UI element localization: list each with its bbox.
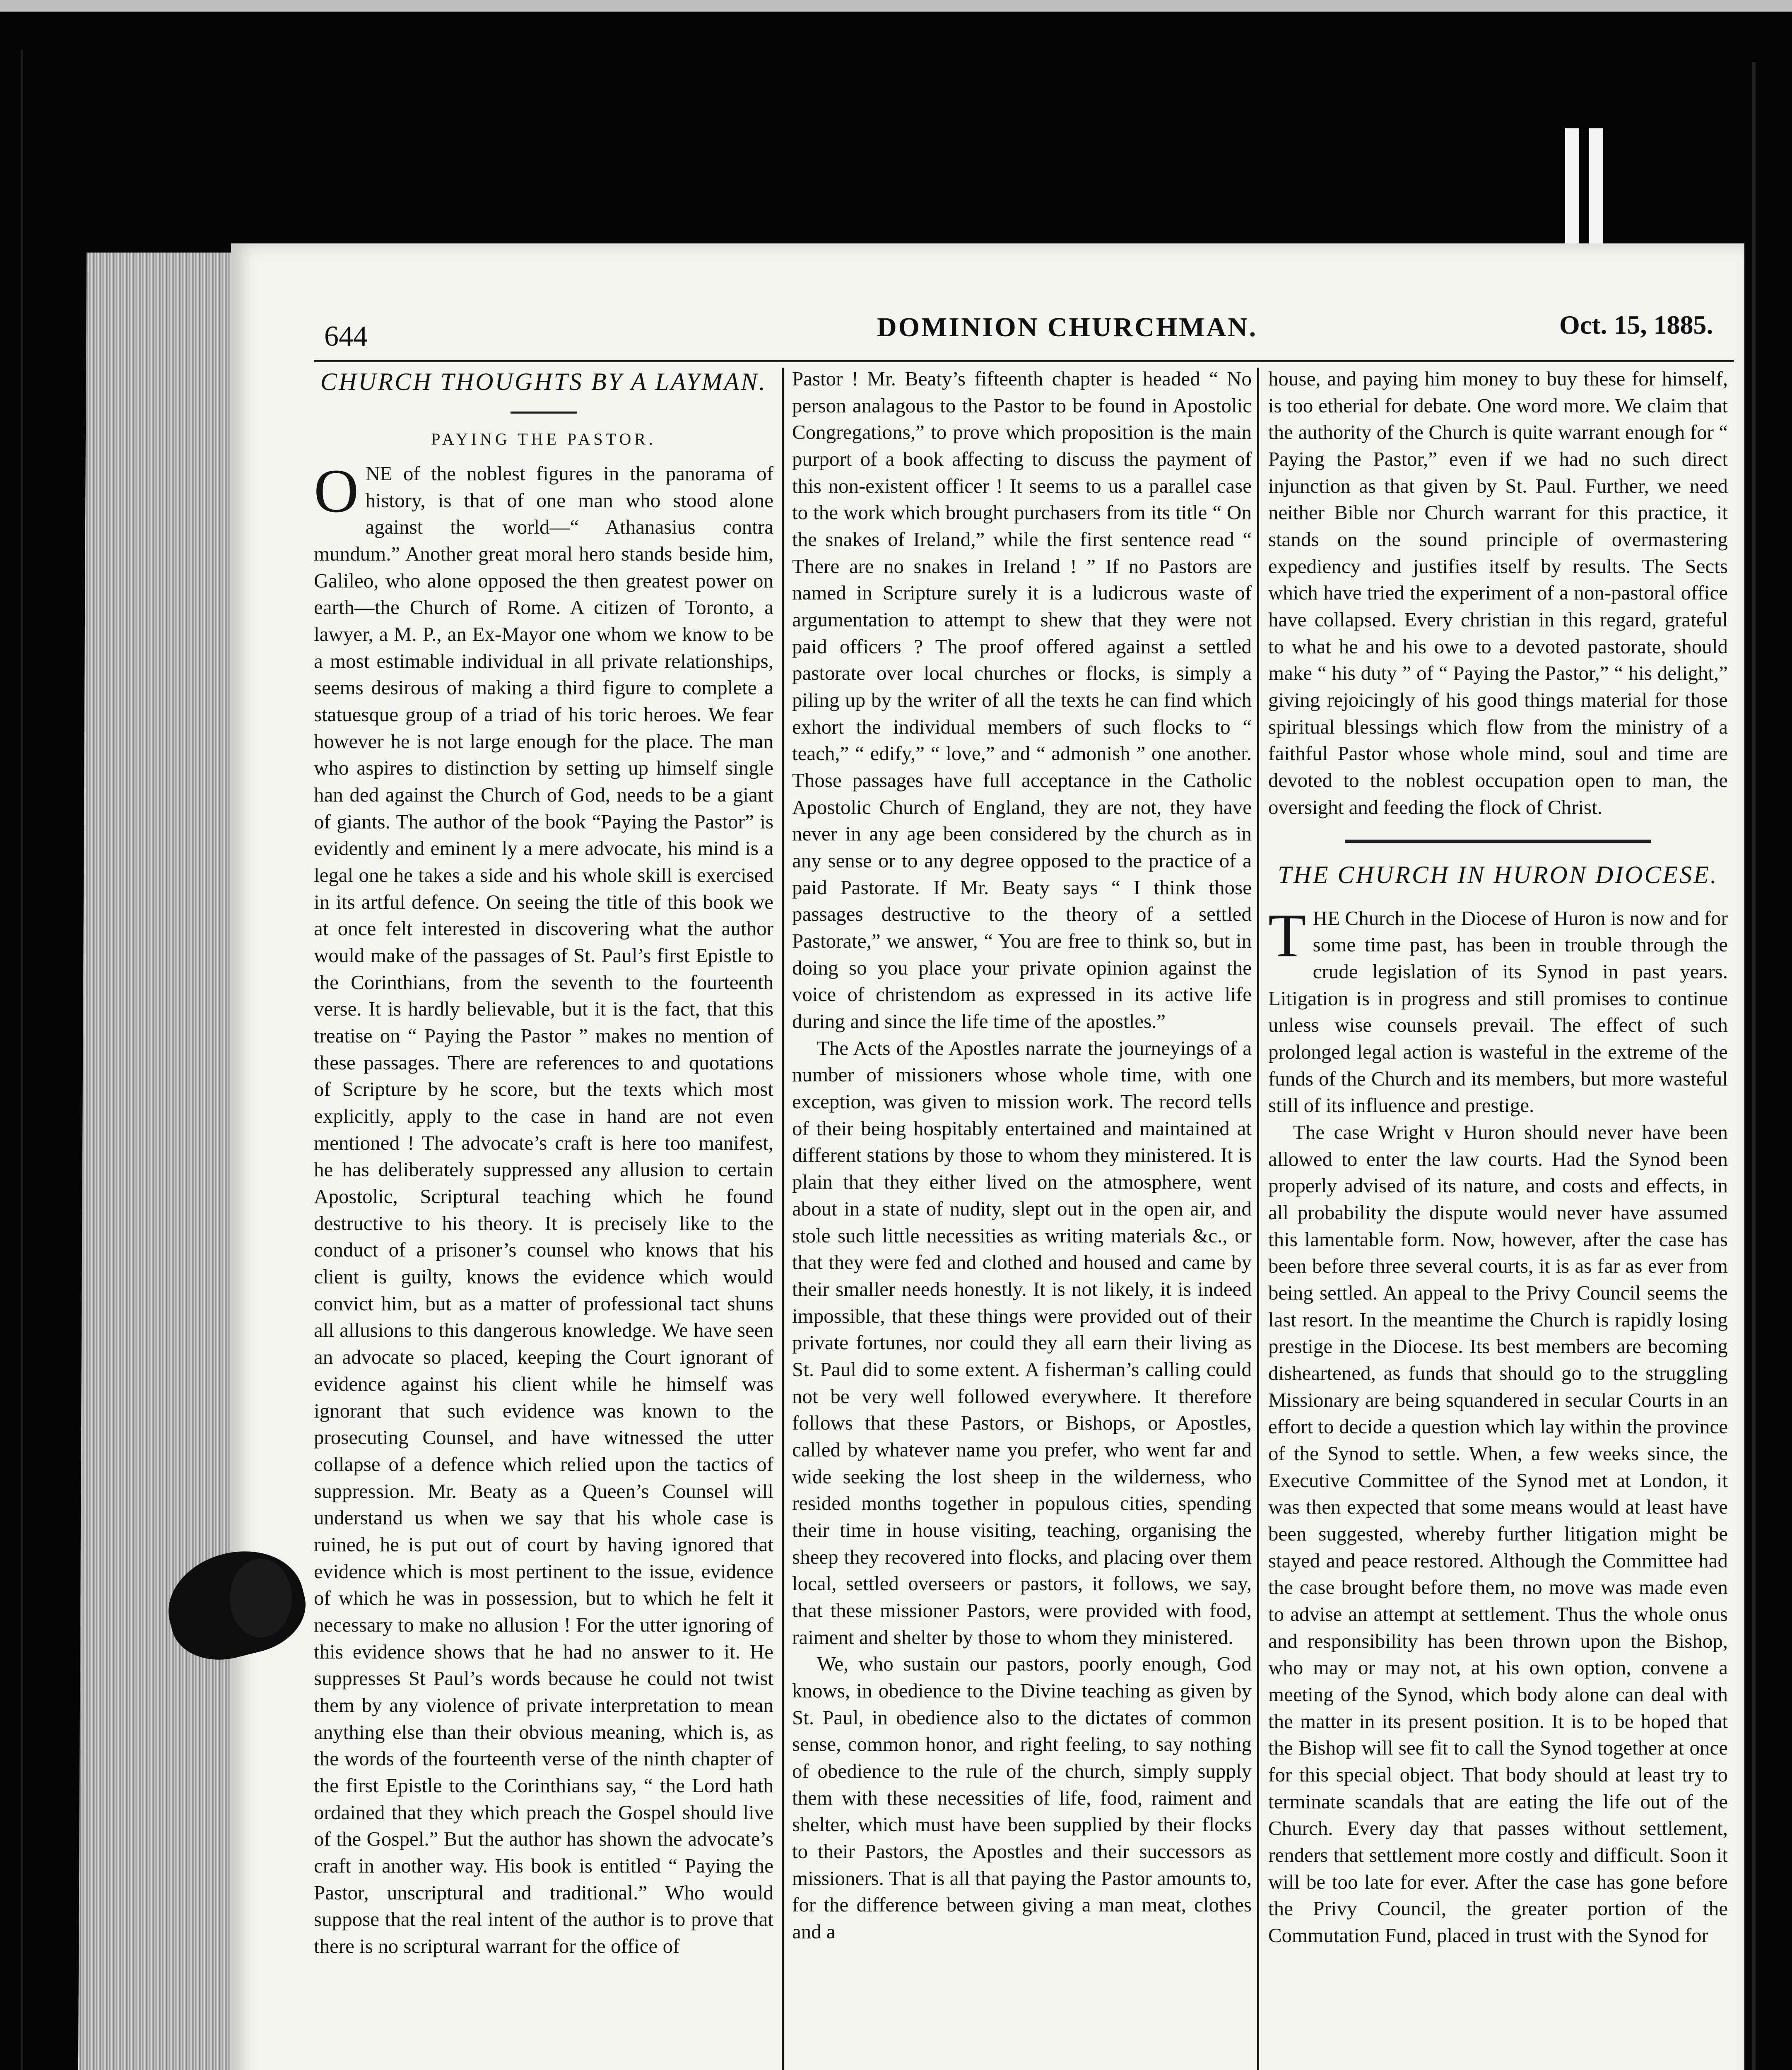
film-clip-left (1565, 128, 1579, 248)
header-rule (314, 360, 1734, 362)
article-title: THE CHURCH IN HURON DIOCESE. (1278, 861, 1718, 889)
film-edge-left (21, 50, 23, 2070)
film-top-strip (0, 0, 1792, 12)
article-paragraph: Pastor ! Mr. Beaty’s fifteenth chapter is headed “ No person analagous to the Pastor to be found in Apostolic Congregations,” to prove which proposition is the main purport of a book affecting to discuss the payment of this non-existent officer ! It seems to us a parallel case to the work which brought purchasers from its title “ On the snakes of Ireland,” while the first sentence read “ There are no snakes in Ireland ! ” If no Pastors are named in Scripture surely it is a ludicrous waste of argumentation to attempt to shew that they were not paid officers ? The proof offered against a settled pastorate over local churches or flocks, is simply a piling up by the writer of all the texts he can find which exhort the individual members of such flocks to “ teach,” “ edify,” “ love,” and “ admonish ” one another. Those passages have full acceptance in the Catholic Apostolic Church of England, they are not, they have never in any age been considered by the church as in any sense or to any degree opposed to the practice of a paid Pastorate. If Mr. Beaty says “ I think those passages destructive to the theory of a settled Pastorate,” we answer, “ You are free to think so, but in doing so you place your private opinion against the voice of christendom as expressed in its active life during and since the life time of the apostles.” (792, 367, 1252, 1033)
article-subhead: PAYING THE PASTOR. (431, 430, 656, 449)
newspaper-page (231, 243, 1744, 2070)
title-rule (511, 412, 577, 414)
article-title: CHURCH THOUGHTS BY A LAYMAN. (320, 368, 767, 395)
article-paragraph (314, 456, 773, 1960)
paragraph-text: HE Church in the Diocese of Huron is now and for some time past, has been in trouble through the crude legislation of its Synod in past years. Litigation is in progress and still promises to continue unless wise counsels prevail. The effect of such prolonged legal action is wasteful in the extreme of the funds of the Church and its members, but more wasteful still of its influence and prestige. (1268, 906, 1728, 1117)
issue-date: Oct. 15, 1885. (1559, 310, 1713, 339)
film-clip-right (1589, 128, 1603, 248)
column-3 (1268, 366, 1728, 1949)
column-2 (792, 366, 1252, 1945)
page-number: 644 (324, 320, 368, 352)
book-page-edges (77, 253, 242, 2070)
paragraph-text: NE of the noblest figures in the panorama of history, is that of one man who stood alone against the world—“ Athanasius contra mundum.” Another great moral hero stands beside him, Galileo, who alone opposed the then greatest power on earth—the Church of Rome. A citizen of Toronto, a lawyer, a M. P., an Ex-Mayor one whom we know to be a most estimable individual in all private relationships, seems desirous of making a third figure to complete a statuesque group of a triad of his toric heroes. We fear however he is not large enough for the place. The man who aspires to distinction by setting up himself single han ded against the Church of God, needs to be a giant of giants. The author of the book “Paying the Pastor” is evidently and eminent ly a mere advocate, his mind is a legal one he takes a side and his whole skill is exercised in its artful defence. On seeing the title of this book we at once felt interested in discovering what the author would make of the passages of St. Paul’s first Epistle to the Corinthians, from the seventh to the fourteenth verse. It is hardly believable, but it is the fact, that this treatise on “ Paying the Pastor ” makes no mention of these passages. There are references to and quotations of Scripture by he score, but the texts which most explicitly, apply to the case in hand are not even mentioned ! The advocate’s craft is here too manifest, he has deliberately suppressed any allusion to certain Apostolic, Scriptural teaching which he found destructive to his theory. It is precisely like to the conduct of a prisoner’s counsel who knows that his client is guilty, knows the evidence which would convict him, but as a matter of professional tact shuns all allusions to this dangerous knowledge. We have seen an advocate so placed, keeping the Court ignorant of evidence against his client while he himself was ignorant that such evidence was known to the prosecuting Counsel, and have witnessed the utter collapse of a defence which relied upon the tactics of suppression. Mr. Beaty as a Queen’s Counsel will understand us when we say that his whole case is ruined, he is put out of court by having ignored that evidence which is most pertinent to the issue, evidence of which he was in possession, but to which he felt it necessary to make no allusion ! For the utter ignoring of this evidence shows that he had no answer to it. He suppresses St Paul’s words because he could not twist them by any violence of private interpretation to mean anything else than their obvious meaning, which is, as the words of the fourteenth verse of the ninth chapter of the first Epistle to the Corinthians say, “ the Lord hath ordained that they which preach the Gospel should live of the Gospel.” But the author has shown the advocate’s craft in another way. His book is entitled “ Paying the Pastor, unscriptural and traditional.” Who would suppose that the real intent of the author is to prove that there is no scriptural warrant for the office of (314, 462, 773, 1957)
film-edge-right (1752, 62, 1756, 2070)
column-1 (314, 366, 773, 1960)
article-paragraph: house, and paying him money to buy these for himself, is too etherial for debate. One word more. We claim that the authority of the Church is quite warrant enough for “ Paying the Pastor,” even if we had no such direct injunction as that given by St. Paul. Further, we need neither Bible nor Church warrant for this practice, it stands on the sound principle of overmastering expediency and justifies itself by results. The Sects which have tried the experiment of a non-pastoral office have collapsed. Every christian in this regard, grateful to what he and his owe to a devoted pastorate, should make “ his duty ” of “ Paying the Pastor,” “ his delight,” giving rejoicingly of his good things material for those spiritual blessings which flow from the ministry of a faithful Pastor whose whole mind, soul and time are devoted to the noblest occupation open to man, the oversight and feeding the flock of Christ. (1268, 367, 1728, 818)
column-rule-1 (782, 368, 784, 2070)
section-divider (1345, 840, 1651, 843)
running-head: DOMINION CHURCHMAN. (877, 312, 1258, 342)
article-paragraph: The case Wright v Huron should never have been allowed to enter the law courts. Had the Synod been properly advised of its nature, and costs and effects, in all probability the dispute would never have assumed this lamentable form. Now, however, after the case has been before three several courts, it is as far as ever from being settled. An appeal to the Privy Council seems the last resort. In the meantime the Church is rapidly losing prestige in the Diocese. Its best members are becoming disheartened, as funds that should go to the struggling Missionary are being squandered in secular Courts in an effort to decide a question which lay within the province of the Synod to settle. When, a few weeks since, the Executive Committee of the Synod met at London, it was then expected that some means would at least have been suggested, whereby further litigation might be stayed and peace restored. Although the Committee had the case brought before them, no move was made even to advise an attempt at settlement. Thus the whole onus and responsibility has been thrown upon the Bishop, who may or may not, at his own option, convene a meeting of the Synod, which body alone can deal with the matter in its present position. It is to be hoped that the Bishop will see fit to call the Synod together at once for this special object. That body should at least try to terminate scandals that are eating the life out of the Church. Every day that passes without settlement, renders that settlement more costly and difficult. Soon it will be too late for ever. After the case has gone before the Privy Council, the greater portion of the Commutation Fund, placed in trust with the Synod for (1268, 1120, 1728, 1947)
drop-cap: T (1268, 901, 1306, 970)
fingertip (230, 1559, 292, 1637)
drop-cap: O (314, 456, 359, 525)
article-paragraph: The Acts of the Apostles narrate the journeyings of a number of missioners whose whole time, with one exception, was given to mission work. The record tells of their being hospitably entertained and maintained at different stations by those to whom they ministered. It is plain that they either lived on the atmosphere, went about in a state of nudity, slept out in the open air, and stole such little necessities as writing materials &c., or that they were fed and clothed and housed and came by their smaller needs honestly. It is not likely, it is indeed impossible, that these things were provided out of their private fortunes, nor could they all earn their living as St. Paul did to some extent. A fisherman’s calling could not be very well followed everywhere. It therefore follows that these Pastors, or Bishops, or Apostles, called by whatever name you prefer, who went far and wide seeking the lost sheep in the wilderness, who resided months together in populous cities, spending their time in house visiting, teaching, organising the sheep they recovered into flocks, and placing over them local, settled overseers or pastors, it follows, we say, that these missioner Pastors, were provided with food, raiment and shelter by those to whom they ministered. (792, 1036, 1252, 1649)
article-paragraph: We, who sustain our pastors, poorly enough, God knows, in obedience to the Divine teaching as given by St. Paul, in obedience also to the dictates of common sense, common honor, and right feeling, to say nothing of obedience to the rule of the church, simply supply them with these necessities of life, food, raiment and shelter, which must have been supplied by their flocks to their Pastors, the Apostles and their successors as missioners. That is all that paying the Pastor amounts to, for the difference between giving a man meat, clothes and a (792, 1652, 1252, 1943)
column-rule-2 (1257, 368, 1259, 2070)
article-paragraph (1268, 901, 1728, 1119)
